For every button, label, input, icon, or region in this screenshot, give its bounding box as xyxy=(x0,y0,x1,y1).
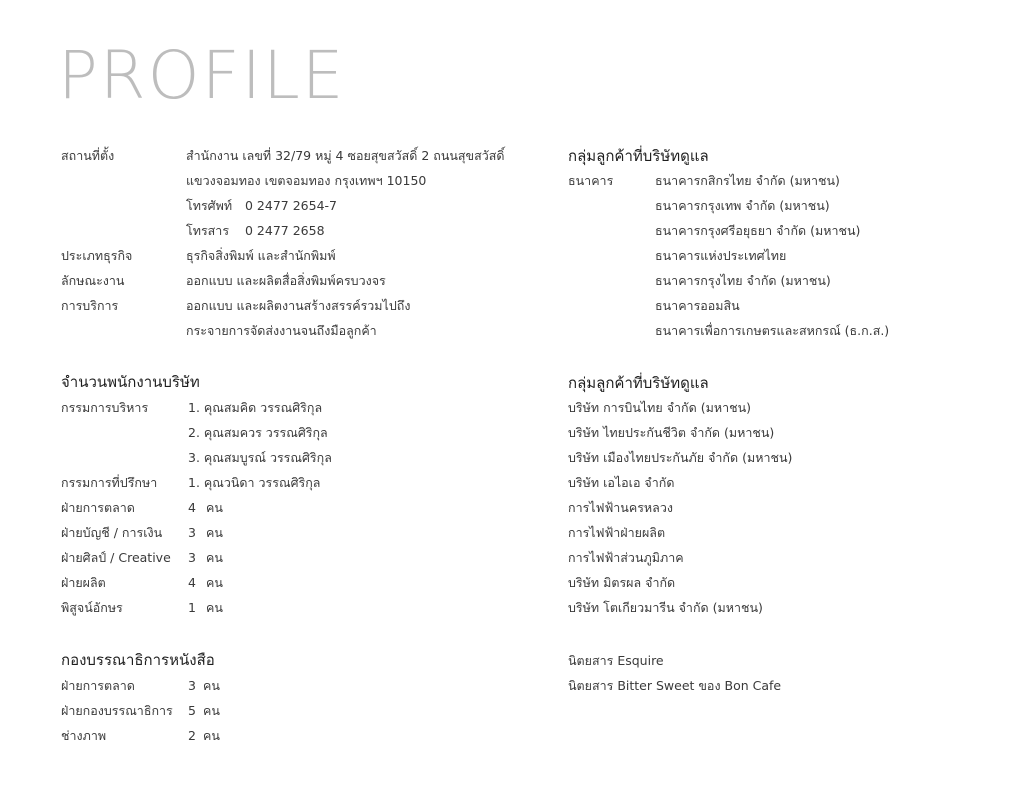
fax-value: 0 2477 2658 xyxy=(245,223,325,238)
editorial-heading: กองบรรณาธิการหนังสือ xyxy=(61,651,215,669)
bank-client-item: ธนาคารเพื่อการเกษตรและสหกรณ์ (ธ.ก.ส.) xyxy=(655,323,890,338)
phone-value: 0 2477 2654-7 xyxy=(245,198,337,213)
department-unit: คน xyxy=(206,600,223,615)
department-count: 1 xyxy=(188,600,196,615)
bank-client-item: ธนาคารแห่งประเทศไทย xyxy=(655,248,787,263)
department-count: 4 xyxy=(188,575,196,590)
business-type-label: ประเภทธุรกิจ xyxy=(61,248,133,263)
advisor-label: กรรมการที่ปรึกษา xyxy=(61,475,158,490)
company-client-item: บริษัท มิตรผล จำกัด xyxy=(568,575,676,590)
bank-clients-heading: กลุ่มลูกค้าที่บริษัทดูแล xyxy=(568,147,709,165)
company-client-item: บริษัท เอไอเอ จำกัด xyxy=(568,475,675,490)
department-unit: คน xyxy=(206,575,223,590)
editorial-department-name: ฝ่ายการตลาด xyxy=(61,678,135,693)
page-title: PROFILE xyxy=(58,37,346,114)
department-unit: คน xyxy=(206,525,223,540)
magazine-item: นิตยสาร Esquire xyxy=(568,653,664,668)
editorial-department-unit: คน xyxy=(203,703,220,718)
bank-client-item: ธนาคารกรุงไทย จำกัด (มหาชน) xyxy=(655,273,831,288)
editorial-department-unit: คน xyxy=(203,678,220,693)
department-name: ฝ่ายบัญชี / การเงิน xyxy=(61,525,163,540)
company-client-item: บริษัท โตเกียวมารีน จำกัด (มหาชน) xyxy=(568,600,763,615)
employees-heading: จำนวนพนักงานบริษัท xyxy=(61,373,200,391)
bank-client-item: ธนาคารกสิกรไทย จำกัด (มหาชน) xyxy=(655,173,840,188)
work-nature-label: ลักษณะงาน xyxy=(61,273,125,288)
department-unit: คน xyxy=(206,550,223,565)
address-line-1: สำนักงาน เลขที่ 32/79 หมู่ 4 ซอยสุขสวัสดิ์ 2 ถนนสุขสวัสดิ์ xyxy=(186,148,505,163)
company-clients-heading: กลุ่มลูกค้าที่บริษัทดูแล xyxy=(568,374,709,392)
bank-category-label: ธนาคาร xyxy=(568,173,614,188)
department-count: 4 xyxy=(188,500,196,515)
editorial-department-count: 3 xyxy=(188,678,196,693)
location-label: สถานที่ตั้ง xyxy=(61,148,115,163)
editorial-department-unit: คน xyxy=(203,728,220,743)
company-client-item: บริษัท การบินไทย จำกัด (มหาชน) xyxy=(568,400,751,415)
editorial-department-name: ช่างภาพ xyxy=(61,728,107,743)
executive-name: 2. คุณสมควร วรรณศิริกุล xyxy=(188,425,328,440)
services-label: การบริการ xyxy=(61,298,119,313)
phone-label: โทรศัพท์ xyxy=(186,198,233,213)
advisor-name: 1. คุณวนิดา วรรณศิริกุล xyxy=(188,475,321,490)
fax-label: โทรสาร xyxy=(186,223,230,238)
company-client-item: บริษัท ไทยประกันชีวิต จำกัด (มหาชน) xyxy=(568,425,775,440)
company-client-item: การไฟฟ้าส่วนภูมิภาค xyxy=(568,550,684,565)
department-count: 3 xyxy=(188,525,196,540)
bank-client-item: ธนาคารกรุงเทพ จำกัด (มหาชน) xyxy=(655,198,830,213)
department-name: พิสูจน์อักษร xyxy=(61,600,123,615)
department-unit: คน xyxy=(206,500,223,515)
address-line-2: แขวงจอมทอง เขตจอมทอง กรุงเทพฯ 10150 xyxy=(186,173,427,188)
department-name: ฝ่ายผลิต xyxy=(61,575,106,590)
magazine-item: นิตยสาร Bitter Sweet ของ Bon Cafe xyxy=(568,678,782,693)
work-nature-value: ออกแบบ และผลิตสื่อสิ่งพิมพ์ครบวงจร xyxy=(186,273,386,288)
services-line-2: กระจายการจัดส่งงานจนถึงมือลูกค้า xyxy=(186,323,377,338)
bank-client-item: ธนาคารออมสิน xyxy=(655,298,740,313)
bank-client-item: ธนาคารกรุงศรีอยุธยา จำกัด (มหาชน) xyxy=(655,223,861,238)
services-line-1: ออกแบบ และผลิตงานสร้างสรรค์รวมไปถึง xyxy=(186,298,411,313)
department-count: 3 xyxy=(188,550,196,565)
executive-name: 3. คุณสมบูรณ์ วรรณศิริกุล xyxy=(188,450,332,465)
company-client-item: การไฟฟ้านครหลวง xyxy=(568,500,673,515)
company-client-item: การไฟฟ้าฝ่ายผลิต xyxy=(568,525,666,540)
editorial-department-count: 5 xyxy=(188,703,196,718)
department-name: ฝ่ายศิลป์ / Creative xyxy=(61,550,171,565)
editorial-department-name: ฝ่ายกองบรรณาธิการ xyxy=(61,703,173,718)
department-name: ฝ่ายการตลาด xyxy=(61,500,135,515)
executives-label: กรรมการบริหาร xyxy=(61,400,149,415)
company-client-item: บริษัท เมืองไทยประกันภัย จำกัด (มหาชน) xyxy=(568,450,793,465)
business-type-value: ธุรกิจสิ่งพิมพ์ และสำนักพิมพ์ xyxy=(186,248,336,263)
executive-name: 1. คุณสมคิด วรรณศิริกุล xyxy=(188,400,323,415)
editorial-department-count: 2 xyxy=(188,728,196,743)
